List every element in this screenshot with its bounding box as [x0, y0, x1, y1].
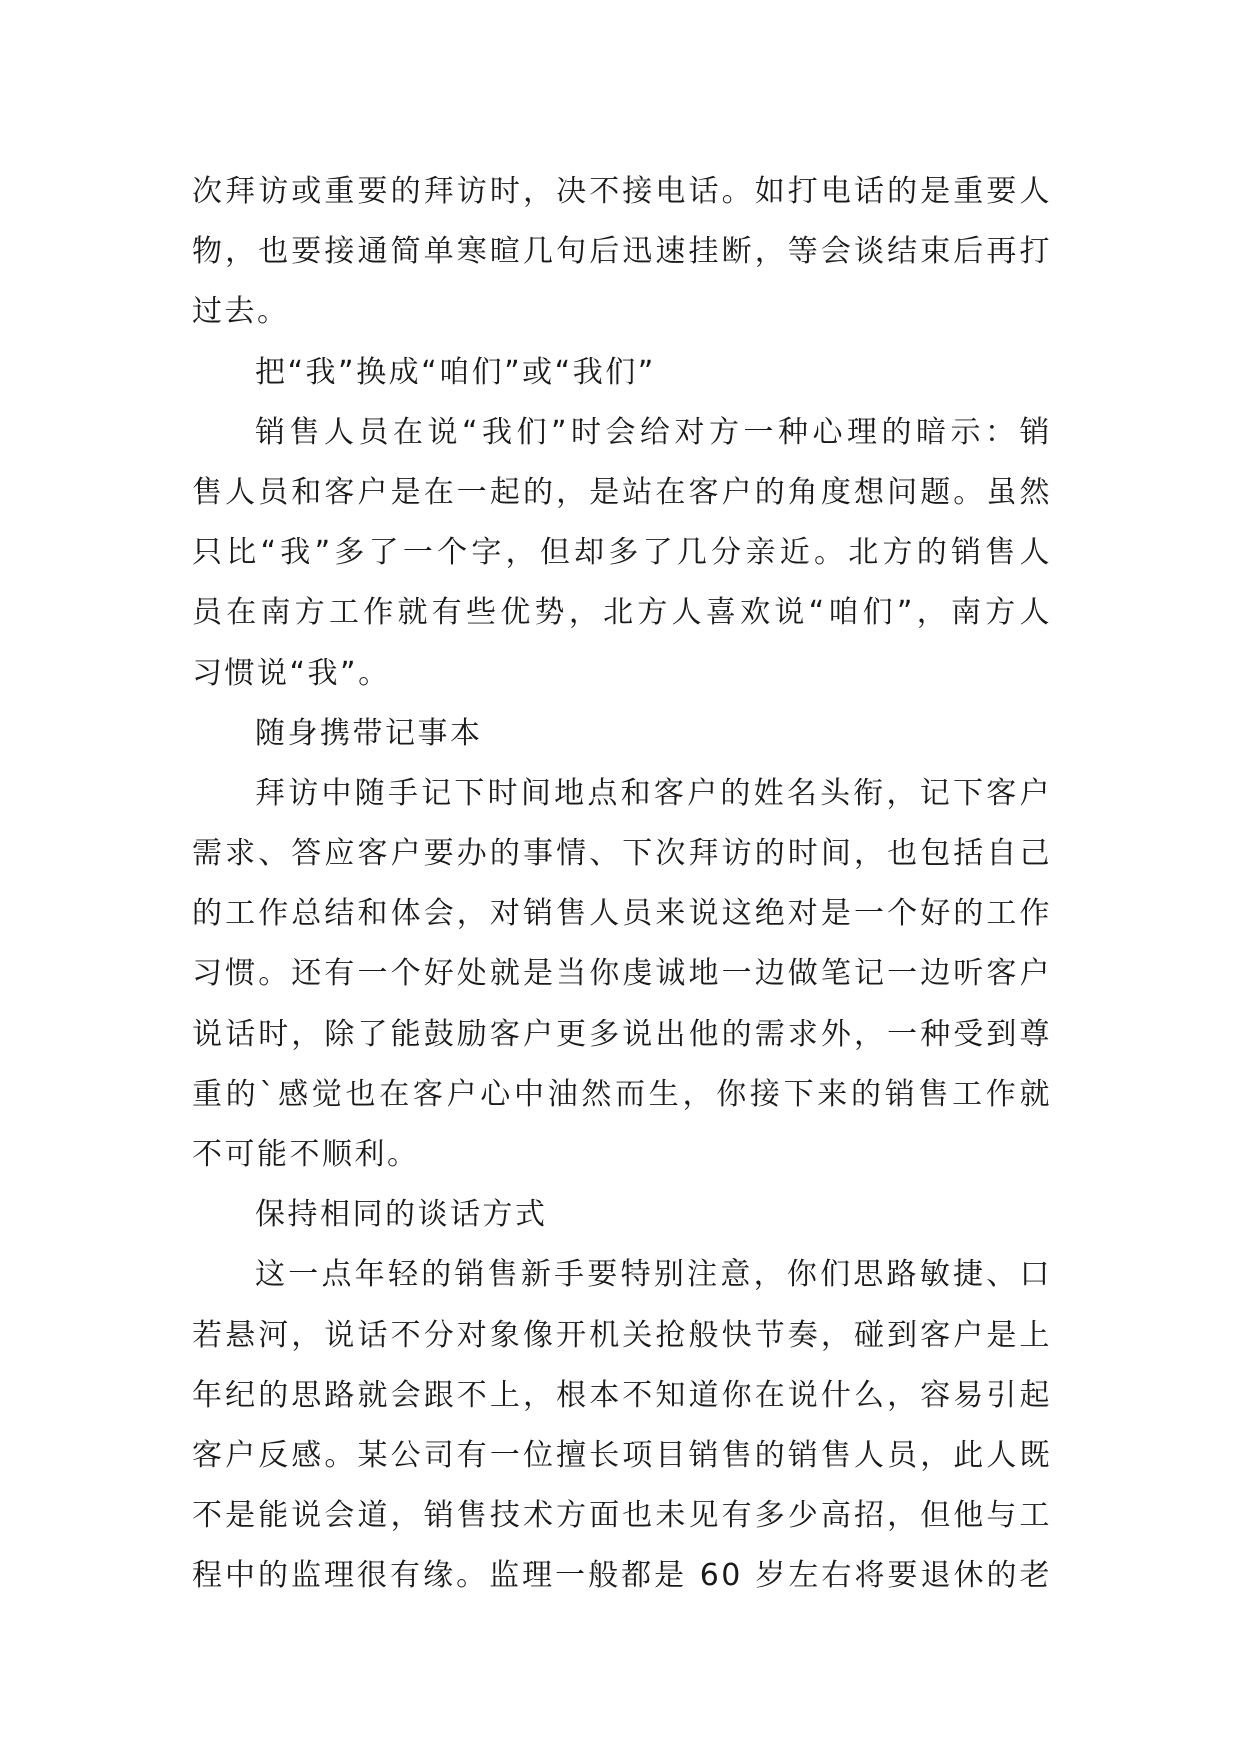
text-line: 年纪的思路就会跟不上，根本不知道你在说什么，容易引起	[192, 1377, 1052, 1413]
text-line: 只比“我”多了一个字，但却多了几分亲近。北方的销售人	[192, 535, 1052, 571]
section-heading: 把“我”换成“咱们”或“我们”	[255, 354, 656, 390]
document-body	[192, 162, 1052, 1607]
text-line: 不是能说会道，销售技术方面也未见有多少高招，但他与工	[192, 1498, 1052, 1534]
text-line: 过去。	[192, 294, 290, 330]
text-line: 说话时，除了能鼓励客户更多说出他的需求外，一种受到尊	[192, 1016, 1052, 1052]
section-heading: 随身携带记事本	[255, 715, 483, 751]
text-line: 售人员和客户是在一起的，是站在客户的角度想问题。虽然	[192, 474, 1052, 510]
text-line: 员在南方工作就有些优势，北方人喜欢说“咱们”，南方人	[192, 595, 1052, 631]
text-line: 的工作总结和体会，对销售人员来说这绝对是一个好的工作	[192, 896, 1052, 932]
text-line: 习惯。还有一个好处就是当你虔诚地一边做笔记一边听客户	[192, 956, 1052, 992]
text-line: 次拜访或重要的拜访时，决不接电话。如打电话的是重要人	[192, 174, 1052, 209]
text-line: 需求、答应客户要办的事情、下次拜访的时间，也包括自己	[192, 836, 1052, 872]
text-line: 若悬河，说话不分对象像开机关抢般快节奏，碰到客户是上	[192, 1317, 1052, 1353]
text-line: 物，也要接通简单寒暄几句后迅速挂断，等会谈结束后再打	[192, 234, 1052, 270]
text-line: 程中的监理很有缘。监理一般都是 60 岁左右将要退休的老	[192, 1558, 1052, 1594]
text-line: 客户反感。某公司有一位擅长项目销售的销售人员，此人既	[192, 1437, 1052, 1473]
text-line: 拜访中随手记下时间地点和客户的姓名头衔，记下客户	[255, 775, 1052, 811]
section-heading: 保持相同的谈话方式	[255, 1197, 548, 1233]
text-line: 习惯说“我”。	[192, 655, 391, 691]
text-line: 不可能不顺利。	[192, 1137, 420, 1172]
text-line: 重的`感觉也在客户心中油然而生，你接下来的销售工作就	[192, 1076, 1052, 1112]
text-line: 销售人员在说“我们”时会给对方一种心理的暗示：销	[255, 414, 1052, 450]
text-line: 这一点年轻的销售新手要特别注意，你们思路敏捷、口	[255, 1257, 1052, 1293]
